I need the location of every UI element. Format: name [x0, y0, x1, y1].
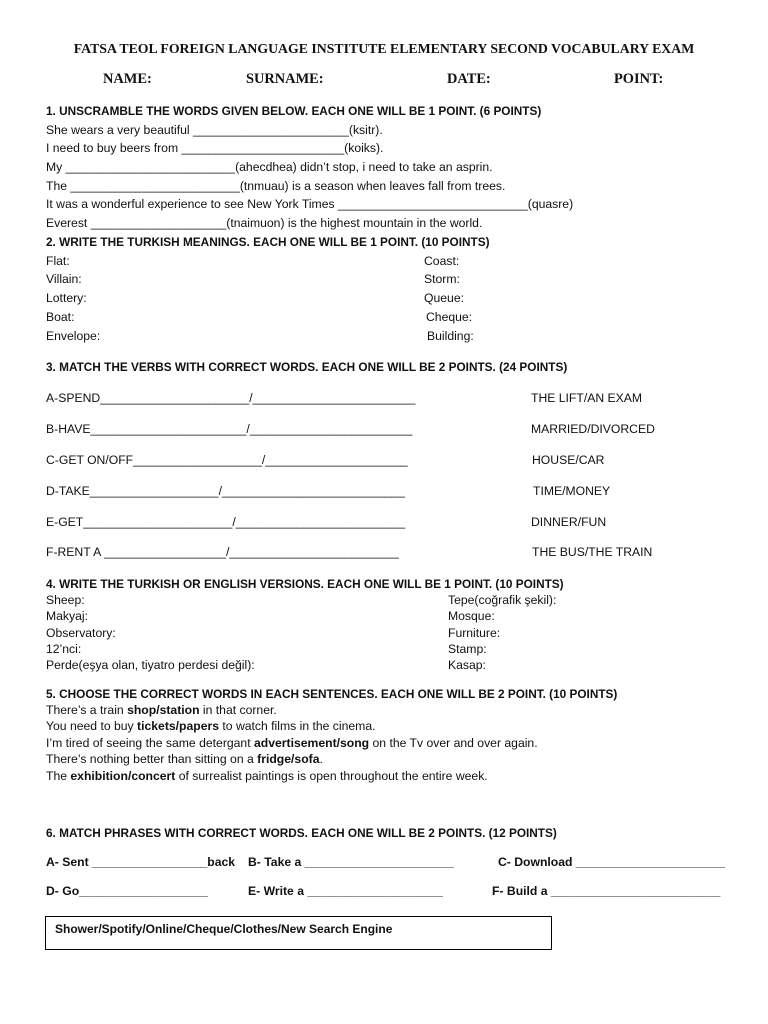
section-5-sentence: The exhibition/concert of surrealist paintings is open throughout the entire week.: [46, 769, 488, 783]
section-4-term: Mosque:: [448, 609, 495, 623]
section-3-word-pair: THE BUS/THE TRAIN: [532, 545, 653, 559]
name-label: NAME:: [103, 71, 152, 87]
section-4-term: Tepe(coğrafik şekil):: [448, 593, 557, 607]
choice-words: tickets/papers: [137, 719, 220, 733]
section-3-heading: 3. MATCH THE VERBS WITH CORRECT WORDS. EACH ONE WILL BE 2 POINTS. (24 POINTS): [46, 360, 568, 374]
section-2-term: Cheque:: [426, 310, 473, 324]
section-3-word-pair: HOUSE/CAR: [532, 453, 605, 467]
date-label: DATE:: [447, 71, 491, 87]
section-6-phrase: D- Go___________________: [46, 884, 208, 898]
section-2-term: Lottery:: [46, 291, 87, 305]
point-label: POINT:: [614, 71, 664, 87]
section-5-sentence: There’s a train shop/station in that corner.: [46, 703, 277, 717]
section-3-word-pair: TIME/MONEY: [533, 484, 611, 498]
section-3-word-pair: MARRIED/DIVORCED: [531, 422, 655, 436]
choice-words: shop/station: [127, 703, 200, 717]
section-3-verb-line: E-GET______________________/_________________________: [46, 515, 406, 529]
section-4-heading: 4. WRITE THE TURKISH OR ENGLISH VERSIONS. EACH ONE WILL BE 1 POINT. (10 POINTS): [46, 577, 564, 591]
section-2-term: Villain:: [46, 272, 82, 286]
section-2-term: Storm:: [424, 272, 460, 286]
section-4-term: Kasap:: [448, 658, 486, 672]
section-3-verb-line: D-TAKE___________________/___________________________: [46, 484, 405, 498]
section-3-verb-line: F-RENT A __________________/_________________________: [46, 545, 399, 559]
section-6-phrase: C- Download ______________________: [498, 855, 725, 869]
section-3-verb-line: A-SPEND______________________/________________________: [46, 391, 416, 405]
word-bank-text: Shower/Spotify/Online/Cheque/Clothes/New Search Engine: [55, 922, 393, 936]
choice-words: fridge/sofa: [257, 752, 320, 766]
section-1-line: I need to buy beers from ________________________(koiks).: [46, 141, 384, 155]
section-1-heading: 1. UNSCRAMBLE THE WORDS GIVEN BELOW. EACH ONE WILL BE 1 POINT. (6 POINTS): [46, 104, 542, 118]
section-5-sentence: I’m tired of seeing the same detergant advertisement/song on the Tv over and over again.: [46, 736, 538, 750]
section-6-phrase: B- Take a ______________________: [248, 855, 454, 869]
section-2-term: Queue:: [424, 291, 464, 305]
section-4-term: Makyaj:: [46, 609, 88, 623]
section-2-term: Boat:: [46, 310, 75, 324]
section-6-phrase: E- Write a ____________________: [248, 884, 443, 898]
section-2-term: Flat:: [46, 254, 70, 268]
choice-words: exhibition/concert: [70, 769, 176, 783]
section-1-line: She wears a very beautiful _______________________(ksitr).: [46, 123, 383, 137]
section-3-word-pair: THE LIFT/AN EXAM: [531, 391, 643, 405]
section-6-phrase: F- Build a _________________________: [492, 884, 721, 898]
section-4-term: Furniture:: [448, 626, 501, 640]
surname-label: SURNAME:: [246, 71, 324, 87]
section-2-heading: 2. WRITE THE TURKISH MEANINGS. EACH ONE WILL BE 1 POINT. (10 POINTS): [46, 235, 490, 249]
section-2-term: Building:: [427, 329, 474, 343]
section-1-line: The _________________________(tnmuau) is a season when leaves fall from trees.: [46, 179, 506, 193]
section-4-term: 12’nci:: [46, 642, 82, 656]
section-3-word-pair: DINNER/FUN: [531, 515, 607, 529]
section-6-heading: 6. MATCH PHRASES WITH CORRECT WORDS. EACH ONE WILL BE 2 POINTS. (12 POINTS): [46, 826, 557, 840]
section-2-term: Coast:: [424, 254, 460, 268]
section-3-verb-line: B-HAVE_______________________/________________________: [46, 422, 413, 436]
section-2-term: Envelope:: [46, 329, 101, 343]
section-3-verb-line: C-GET ON/OFF___________________/_____________________: [46, 453, 408, 467]
section-6-phrase: A- Sent _________________back: [46, 855, 236, 869]
section-4-term: Sheep:: [46, 593, 85, 607]
section-4-term: Observatory:: [46, 626, 116, 640]
section-1-line: My _________________________(ahecdhea) didn’t stop, i need to take an asprin.: [46, 160, 493, 174]
section-4-term: Stamp:: [448, 642, 487, 656]
choice-words: advertisement/song: [253, 736, 370, 750]
section-5-heading: 5. CHOOSE THE CORRECT WORDS IN EACH SENTENCES. EACH ONE WILL BE 2 POINT. (10 POINTS): [46, 687, 618, 701]
exam-title: FATSA TEOL FOREIGN LANGUAGE INSTITUTE ELEMENTARY SECOND VOCABULARY EXAM: [73, 41, 695, 56]
section-1-line: It was a wonderful experience to see New York Times ____________________________(quasre): [46, 197, 574, 211]
section-4-term: Perde(eşya olan, tiyatro perdesi değil):: [46, 658, 255, 672]
word-bank-box: [45, 916, 552, 950]
section-5-sentence: There’s nothing better than sitting on a fridge/sofa.: [46, 752, 323, 766]
section-5-sentence: You need to buy tickets/papers to watch films in the cinema.: [46, 719, 376, 733]
section-1-line: Everest ____________________(tnaimuon) is the highest mountain in the world.: [46, 216, 483, 230]
